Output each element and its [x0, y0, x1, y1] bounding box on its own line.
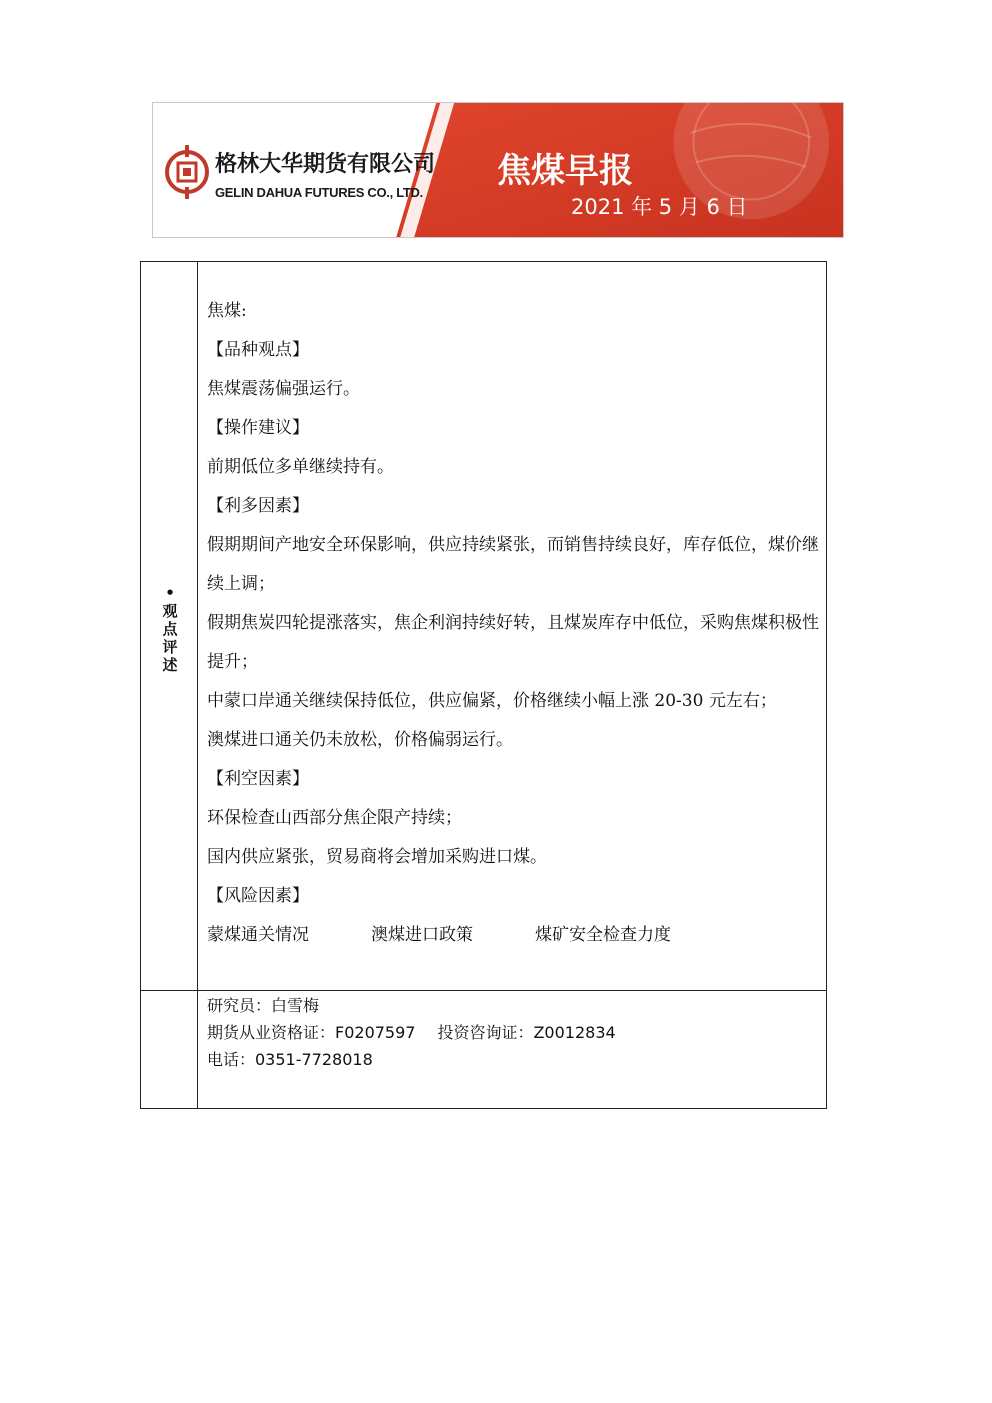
- bullish-item: 假期焦炭四轮提涨落实，焦企利润持续好转，且煤炭库存中低位，采购焦煤积极性提升；: [207, 613, 819, 672]
- advice-heading: 【操作建议】: [207, 418, 309, 438]
- advisory-license: 投资咨询证：Z0012834: [437, 1023, 616, 1042]
- risk-item: 澳煤进口政策: [371, 925, 473, 945]
- futures-license: 期货从业资格证：F0207597: [207, 1023, 416, 1042]
- advice-text: 前期低位多单继续持有。: [207, 457, 394, 477]
- commodity-label: 焦煤:: [207, 301, 247, 321]
- view-heading: 【品种观点】: [207, 340, 309, 360]
- bullish-item: 澳煤进口通关仍未放松，价格偏弱运行。: [207, 730, 513, 750]
- phone-number: 电话：0351-7728018: [207, 1050, 373, 1069]
- bullish-item: 假期期间产地安全环保影响，供应持续紧张，而销售持续良好，库存低位，煤价继续上调；: [207, 535, 819, 594]
- bearish-item: 国内供应紧张，贸易商将会增加采购进口煤。: [207, 847, 547, 867]
- bullish-item: 中蒙口岸通关继续保持低位，供应偏紧，价格继续小幅上涨 20-30 元左右；: [207, 691, 777, 711]
- report-date: 2021 年 5 月 6 日: [571, 195, 748, 219]
- bullish-heading: 【利多因素】: [207, 496, 309, 516]
- commentary-content: [207, 292, 821, 955]
- researcher-name: 研究员：白雪梅: [207, 996, 320, 1015]
- license-line: [207, 1019, 821, 1046]
- risk-item: 煤矿安全检查力度: [535, 925, 671, 945]
- report-header-banner: [152, 102, 844, 238]
- risk-heading: 【风险因素】: [207, 886, 309, 906]
- bearish-item: 环保检查山西部分焦企限产持续；: [207, 808, 462, 828]
- company-name-cn: 格林大华期货有限公司: [215, 152, 436, 177]
- company-name-en: GELIN DAHUA FUTURES CO., LTD.: [215, 185, 423, 200]
- analyst-info: [207, 992, 821, 1073]
- section-label: •观点评述: [162, 584, 178, 674]
- gelin-dahua-logo-icon: [163, 137, 211, 207]
- bearish-heading: 【利空因素】: [207, 769, 309, 789]
- risk-item: 蒙煤通关情况: [207, 925, 309, 945]
- view-text: 焦煤震荡偏强运行。: [207, 379, 360, 399]
- row-divider: [141, 990, 826, 991]
- report-title: 焦煤早报: [497, 151, 633, 191]
- risk-items: [207, 916, 821, 955]
- report-table: [140, 261, 827, 1109]
- column-divider: [197, 262, 198, 1108]
